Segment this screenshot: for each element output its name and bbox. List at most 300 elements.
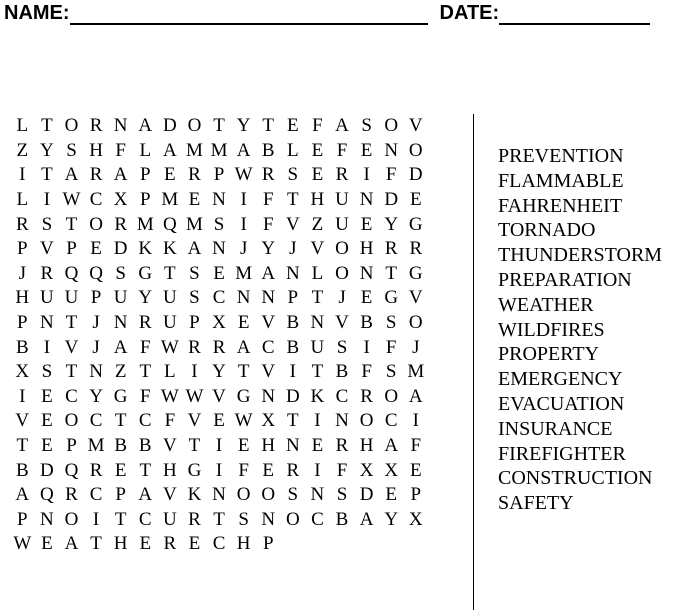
grid-letter[interactable]: V: [40, 238, 54, 260]
grid-letter[interactable]: P: [90, 287, 102, 309]
grid-letter[interactable]: V: [285, 213, 300, 235]
grid-letter[interactable]: N: [359, 262, 374, 284]
grid-letter[interactable]: M: [186, 213, 203, 235]
grid-letter[interactable]: J: [18, 262, 26, 284]
grid-letter[interactable]: A: [15, 484, 30, 506]
grid-letter[interactable]: I: [43, 336, 51, 358]
grid-letter[interactable]: X: [359, 459, 374, 481]
grid-letter[interactable]: B: [360, 312, 373, 334]
grid-letter[interactable]: C: [138, 410, 152, 432]
grid-letter[interactable]: A: [408, 385, 423, 407]
grid-letter[interactable]: A: [359, 508, 374, 530]
grid-letter[interactable]: N: [212, 484, 226, 506]
grid-letter[interactable]: N: [40, 508, 54, 530]
grid-letter[interactable]: R: [114, 213, 128, 235]
grid-letter[interactable]: S: [336, 336, 348, 358]
grid-letter[interactable]: M: [186, 139, 203, 161]
grid-letter[interactable]: A: [138, 115, 153, 137]
grid-letter[interactable]: N: [335, 410, 349, 432]
name-blank-line[interactable]: [70, 3, 428, 25]
grid-letter[interactable]: T: [213, 115, 225, 137]
grid-letter[interactable]: D: [162, 115, 177, 137]
grid-letter[interactable]: O: [408, 312, 423, 334]
grid-letter[interactable]: E: [188, 189, 201, 211]
grid-letter[interactable]: F: [238, 459, 249, 481]
grid-letter[interactable]: P: [115, 484, 126, 506]
grid-letter[interactable]: P: [410, 484, 422, 506]
grid-letter[interactable]: K: [138, 238, 153, 260]
grid-letter[interactable]: X: [384, 459, 399, 481]
grid-letter[interactable]: P: [287, 287, 299, 309]
grid-letter[interactable]: M: [407, 361, 425, 383]
grid-letter[interactable]: N: [261, 385, 276, 407]
grid-letter[interactable]: P: [17, 312, 28, 334]
grid-letter[interactable]: S: [287, 484, 299, 506]
grid-letter[interactable]: T: [237, 361, 250, 383]
grid-letter[interactable]: S: [361, 115, 372, 137]
grid-letter[interactable]: C: [65, 385, 78, 407]
grid-letter[interactable]: T: [139, 459, 152, 481]
grid-letter[interactable]: D: [285, 385, 300, 407]
grid-letter[interactable]: E: [114, 459, 127, 481]
grid-letter[interactable]: U: [40, 287, 54, 309]
grid-letter[interactable]: E: [385, 484, 397, 506]
grid-letter[interactable]: R: [188, 336, 201, 358]
grid-letter[interactable]: R: [163, 533, 177, 555]
grid-letter[interactable]: E: [164, 164, 176, 186]
grid-letter[interactable]: T: [139, 361, 152, 383]
grid-letter[interactable]: J: [239, 238, 248, 260]
grid-letter[interactable]: E: [41, 533, 53, 555]
grid-letter[interactable]: P: [262, 533, 274, 555]
grid-letter[interactable]: A: [138, 484, 153, 506]
grid-letter[interactable]: T: [65, 361, 78, 383]
grid-letter[interactable]: I: [19, 385, 26, 407]
grid-letter[interactable]: T: [41, 164, 53, 186]
grid-letter[interactable]: V: [335, 312, 349, 334]
grid-letter[interactable]: S: [41, 213, 53, 235]
grid-letter[interactable]: A: [64, 164, 79, 186]
grid-letter[interactable]: O: [335, 262, 349, 284]
grid-letter[interactable]: U: [335, 189, 349, 211]
grid-letter[interactable]: V: [261, 312, 276, 334]
grid-letter[interactable]: P: [213, 164, 225, 186]
grid-letter[interactable]: N: [212, 189, 226, 211]
grid-letter[interactable]: N: [236, 287, 251, 309]
grid-letter[interactable]: G: [384, 287, 399, 309]
grid-letter[interactable]: P: [66, 238, 77, 260]
grid-letter[interactable]: O: [261, 484, 276, 506]
grid-letter[interactable]: I: [215, 435, 223, 457]
grid-letter[interactable]: C: [335, 385, 349, 407]
grid-letter[interactable]: X: [408, 508, 423, 530]
grid-letter[interactable]: D: [113, 238, 128, 260]
grid-letter[interactable]: F: [164, 410, 176, 432]
grid-letter[interactable]: Z: [311, 213, 324, 235]
grid-letter[interactable]: E: [409, 189, 422, 211]
grid-letter[interactable]: C: [311, 508, 324, 530]
grid-letter[interactable]: R: [89, 459, 103, 481]
grid-letter[interactable]: R: [65, 484, 78, 506]
grid-letter[interactable]: O: [384, 385, 399, 407]
grid-letter[interactable]: R: [138, 312, 152, 334]
grid-letter[interactable]: C: [89, 410, 103, 432]
grid-letter[interactable]: M: [161, 189, 179, 211]
grid-letter[interactable]: X: [113, 189, 128, 211]
grid-letter[interactable]: S: [336, 484, 348, 506]
grid-letter[interactable]: J: [412, 336, 420, 358]
grid-letter[interactable]: N: [310, 312, 325, 334]
grid-letter[interactable]: C: [89, 189, 103, 211]
grid-letter[interactable]: R: [286, 459, 300, 481]
grid-letter[interactable]: V: [64, 336, 79, 358]
grid-letter[interactable]: I: [240, 189, 247, 211]
grid-letter[interactable]: T: [114, 410, 127, 432]
grid-letter[interactable]: V: [408, 287, 423, 309]
grid-letter[interactable]: T: [311, 287, 324, 309]
grid-letter[interactable]: F: [385, 336, 397, 358]
grid-letter[interactable]: R: [335, 164, 349, 186]
grid-letter[interactable]: T: [287, 189, 299, 211]
grid-letter[interactable]: N: [384, 139, 399, 161]
grid-letter[interactable]: E: [311, 435, 324, 457]
grid-letter[interactable]: P: [17, 238, 28, 260]
grid-letter[interactable]: U: [162, 287, 177, 309]
grid-letter[interactable]: L: [16, 189, 29, 211]
grid-letter[interactable]: P: [189, 312, 200, 334]
grid-letter[interactable]: O: [408, 139, 423, 161]
grid-letter[interactable]: E: [188, 533, 201, 555]
grid-letter[interactable]: A: [261, 262, 276, 284]
grid-letter[interactable]: Z: [16, 139, 29, 161]
grid-letter[interactable]: T: [287, 410, 299, 432]
grid-letter[interactable]: R: [212, 336, 226, 358]
grid-letter[interactable]: S: [238, 508, 249, 530]
grid-letter[interactable]: A: [187, 238, 202, 260]
grid-letter[interactable]: M: [235, 262, 253, 284]
grid-letter[interactable]: I: [314, 459, 321, 481]
grid-letter[interactable]: Y: [236, 115, 251, 137]
grid-letter[interactable]: C: [89, 484, 103, 506]
grid-letter[interactable]: E: [360, 287, 373, 309]
grid-letter[interactable]: N: [113, 312, 128, 334]
grid-letter[interactable]: N: [261, 287, 276, 309]
grid-letter[interactable]: N: [212, 238, 226, 260]
grid-letter[interactable]: K: [187, 484, 202, 506]
grid-letter[interactable]: V: [15, 410, 30, 432]
grid-letter[interactable]: P: [17, 508, 28, 530]
grid-letter[interactable]: V: [212, 385, 226, 407]
grid-letter[interactable]: E: [90, 238, 102, 260]
grid-letter[interactable]: T: [262, 115, 275, 137]
grid-letter[interactable]: I: [92, 508, 100, 530]
grid-letter[interactable]: G: [408, 213, 423, 235]
grid-letter[interactable]: Y: [89, 385, 103, 407]
grid-letter[interactable]: V: [187, 410, 202, 432]
grid-letter[interactable]: I: [363, 164, 370, 186]
grid-letter[interactable]: T: [90, 533, 102, 555]
grid-letter[interactable]: I: [191, 361, 198, 383]
grid-letter[interactable]: G: [113, 385, 128, 407]
grid-letter[interactable]: N: [285, 435, 300, 457]
grid-letter[interactable]: E: [41, 410, 53, 432]
grid-letter[interactable]: L: [164, 361, 176, 383]
grid-letter[interactable]: T: [114, 508, 127, 530]
grid-letter[interactable]: W: [234, 164, 253, 186]
grid-letter[interactable]: O: [384, 115, 399, 137]
grid-letter[interactable]: Z: [114, 361, 127, 383]
grid-letter[interactable]: E: [311, 164, 324, 186]
grid-letter[interactable]: A: [113, 164, 128, 186]
grid-letter[interactable]: G: [138, 262, 153, 284]
grid-letter[interactable]: X: [15, 361, 30, 383]
grid-letter[interactable]: E: [213, 410, 225, 432]
grid-letter[interactable]: T: [41, 115, 53, 137]
grid-letter[interactable]: I: [412, 410, 419, 432]
grid-letter[interactable]: W: [160, 336, 179, 358]
grid-letter[interactable]: U: [162, 508, 177, 530]
grid-letter[interactable]: J: [338, 287, 346, 309]
grid-letter[interactable]: E: [41, 435, 53, 457]
grid-letter[interactable]: G: [187, 459, 202, 481]
grid-letter[interactable]: E: [262, 459, 275, 481]
grid-letter[interactable]: F: [262, 213, 274, 235]
grid-letter[interactable]: W: [13, 533, 32, 555]
grid-letter[interactable]: S: [189, 262, 200, 284]
grid-letter[interactable]: B: [138, 435, 152, 457]
grid-letter[interactable]: Q: [40, 484, 54, 506]
grid-letter[interactable]: F: [336, 459, 348, 481]
grid-letter[interactable]: U: [310, 336, 325, 358]
grid-letter[interactable]: Y: [261, 238, 276, 260]
grid-letter[interactable]: B: [286, 336, 300, 358]
grid-letter[interactable]: O: [236, 484, 251, 506]
grid-letter[interactable]: D: [40, 459, 54, 481]
grid-letter[interactable]: O: [187, 115, 202, 137]
grid-letter[interactable]: S: [287, 164, 299, 186]
grid-letter[interactable]: A: [236, 336, 251, 358]
grid-letter[interactable]: H: [113, 533, 128, 555]
grid-letter[interactable]: G: [408, 262, 423, 284]
grid-letter[interactable]: A: [162, 139, 177, 161]
grid-letter[interactable]: R: [89, 115, 103, 137]
grid-letter[interactable]: P: [139, 164, 151, 186]
grid-letter[interactable]: L: [16, 115, 29, 137]
grid-letter[interactable]: B: [261, 139, 275, 161]
grid-letter[interactable]: F: [336, 139, 348, 161]
grid-letter[interactable]: C: [212, 287, 226, 309]
grid-letter[interactable]: R: [188, 164, 201, 186]
grid-letter[interactable]: E: [409, 459, 422, 481]
grid-letter[interactable]: N: [40, 312, 54, 334]
grid-letter[interactable]: V: [261, 361, 276, 383]
grid-letter[interactable]: A: [335, 115, 349, 137]
grid-letter[interactable]: Q: [64, 262, 79, 284]
grid-letter[interactable]: L: [311, 262, 324, 284]
grid-letter[interactable]: E: [360, 213, 373, 235]
grid-letter[interactable]: T: [188, 435, 201, 457]
grid-letter[interactable]: K: [162, 238, 177, 260]
grid-letter[interactable]: O: [335, 238, 349, 260]
grid-letter[interactable]: P: [139, 189, 151, 211]
grid-letter[interactable]: R: [360, 385, 373, 407]
grid-letter[interactable]: T: [16, 435, 29, 457]
grid-letter[interactable]: L: [139, 139, 152, 161]
grid-letter[interactable]: D: [359, 484, 374, 506]
grid-letter[interactable]: C: [212, 533, 226, 555]
grid-letter[interactable]: U: [335, 213, 349, 235]
grid-letter[interactable]: T: [65, 213, 78, 235]
grid-letter[interactable]: E: [287, 115, 299, 137]
grid-letter[interactable]: N: [113, 115, 128, 137]
grid-letter[interactable]: Y: [384, 213, 399, 235]
grid-letter[interactable]: E: [237, 435, 250, 457]
grid-letter[interactable]: V: [162, 484, 177, 506]
grid-letter[interactable]: E: [139, 533, 152, 555]
grid-letter[interactable]: Q: [162, 213, 177, 235]
grid-letter[interactable]: S: [385, 312, 397, 334]
grid-letter[interactable]: I: [289, 361, 296, 383]
grid-letter[interactable]: V: [310, 238, 325, 260]
grid-letter[interactable]: I: [314, 410, 321, 432]
grid-letter[interactable]: M: [210, 139, 228, 161]
grid-letter[interactable]: J: [92, 336, 100, 358]
grid-letter[interactable]: X: [212, 312, 226, 334]
grid-letter[interactable]: A: [64, 533, 79, 555]
grid-letter[interactable]: Y: [40, 139, 54, 161]
grid-letter[interactable]: O: [64, 508, 79, 530]
grid-letter[interactable]: E: [360, 139, 373, 161]
grid-letter[interactable]: T: [385, 262, 397, 284]
grid-letter[interactable]: I: [43, 189, 51, 211]
grid-letter[interactable]: A: [384, 435, 399, 457]
grid-letter[interactable]: W: [234, 410, 253, 432]
grid-letter[interactable]: H: [359, 238, 374, 260]
grid-letter[interactable]: O: [89, 213, 103, 235]
grid-letter[interactable]: W: [62, 189, 81, 211]
grid-letter[interactable]: O: [359, 410, 374, 432]
grid-letter[interactable]: C: [384, 410, 398, 432]
grid-letter[interactable]: I: [240, 213, 247, 235]
grid-letter[interactable]: R: [89, 164, 103, 186]
grid-letter[interactable]: T: [164, 262, 176, 284]
grid-letter[interactable]: L: [287, 139, 299, 161]
grid-letter[interactable]: N: [310, 484, 325, 506]
grid-letter[interactable]: B: [114, 435, 128, 457]
grid-letter[interactable]: P: [66, 435, 77, 457]
grid-letter[interactable]: H: [162, 459, 177, 481]
grid-letter[interactable]: M: [87, 435, 105, 457]
grid-letter[interactable]: V: [408, 115, 423, 137]
grid-letter[interactable]: Y: [212, 361, 226, 383]
grid-letter[interactable]: U: [113, 287, 128, 309]
grid-letter[interactable]: E: [213, 262, 225, 284]
grid-letter[interactable]: A: [113, 336, 128, 358]
grid-letter[interactable]: H: [236, 533, 251, 555]
grid-letter[interactable]: U: [162, 312, 177, 334]
grid-letter[interactable]: F: [139, 336, 151, 358]
grid-letter[interactable]: G: [236, 385, 251, 407]
grid-letter[interactable]: R: [188, 508, 201, 530]
grid-letter[interactable]: K: [310, 385, 325, 407]
grid-letter[interactable]: F: [312, 115, 323, 137]
grid-letter[interactable]: F: [385, 164, 397, 186]
grid-letter[interactable]: R: [15, 213, 29, 235]
grid-letter[interactable]: N: [89, 361, 103, 383]
grid-letter[interactable]: R: [409, 238, 423, 260]
grid-letter[interactable]: B: [335, 508, 349, 530]
grid-letter[interactable]: B: [15, 336, 29, 358]
grid-letter[interactable]: T: [311, 361, 324, 383]
grid-letter[interactable]: H: [359, 435, 374, 457]
grid-letter[interactable]: T: [65, 312, 78, 334]
grid-letter[interactable]: I: [19, 164, 26, 186]
grid-letter[interactable]: H: [15, 287, 30, 309]
grid-letter[interactable]: H: [310, 189, 325, 211]
grid-letter[interactable]: S: [115, 262, 126, 284]
grid-letter[interactable]: R: [335, 435, 349, 457]
grid-letter[interactable]: B: [335, 361, 349, 383]
grid-letter[interactable]: E: [41, 385, 53, 407]
grid-letter[interactable]: F: [262, 189, 274, 211]
grid-letter[interactable]: M: [136, 213, 154, 235]
grid-letter[interactable]: C: [261, 336, 275, 358]
grid-letter[interactable]: E: [237, 312, 250, 334]
grid-letter[interactable]: O: [64, 410, 79, 432]
grid-letter[interactable]: F: [139, 385, 151, 407]
grid-letter[interactable]: Q: [64, 459, 79, 481]
grid-letter[interactable]: I: [363, 336, 370, 358]
grid-letter[interactable]: F: [410, 435, 422, 457]
grid-letter[interactable]: Q: [89, 262, 103, 284]
grid-letter[interactable]: H: [89, 139, 103, 161]
grid-letter[interactable]: W: [185, 385, 204, 407]
grid-letter[interactable]: S: [189, 287, 200, 309]
date-blank-line[interactable]: [499, 3, 650, 25]
grid-letter[interactable]: R: [384, 238, 398, 260]
grid-letter[interactable]: O: [285, 508, 300, 530]
grid-letter[interactable]: R: [40, 262, 54, 284]
grid-letter[interactable]: N: [285, 262, 300, 284]
grid-letter[interactable]: Y: [138, 287, 153, 309]
grid-letter[interactable]: W: [160, 385, 179, 407]
grid-letter[interactable]: Y: [384, 508, 399, 530]
grid-letter[interactable]: N: [261, 508, 276, 530]
grid-letter[interactable]: D: [384, 189, 399, 211]
grid-letter[interactable]: O: [64, 115, 79, 137]
grid-letter[interactable]: H: [261, 435, 276, 457]
grid-letter[interactable]: D: [408, 164, 423, 186]
grid-letter[interactable]: R: [261, 164, 275, 186]
grid-letter[interactable]: S: [213, 213, 225, 235]
grid-letter[interactable]: E: [311, 139, 324, 161]
grid-letter[interactable]: N: [359, 189, 374, 211]
grid-letter[interactable]: J: [289, 238, 297, 260]
grid-letter[interactable]: V: [162, 435, 177, 457]
grid-letter[interactable]: J: [92, 312, 100, 334]
grid-letter[interactable]: S: [41, 361, 53, 383]
grid-letter[interactable]: B: [286, 312, 300, 334]
grid-letter[interactable]: T: [213, 508, 225, 530]
grid-letter[interactable]: S: [66, 139, 77, 161]
grid-letter[interactable]: F: [115, 139, 126, 161]
grid-letter[interactable]: A: [236, 139, 251, 161]
grid-letter[interactable]: U: [64, 287, 79, 309]
grid-letter[interactable]: B: [15, 459, 29, 481]
grid-letter[interactable]: I: [215, 459, 223, 481]
grid-letter[interactable]: C: [138, 508, 152, 530]
grid-letter[interactable]: S: [385, 361, 397, 383]
